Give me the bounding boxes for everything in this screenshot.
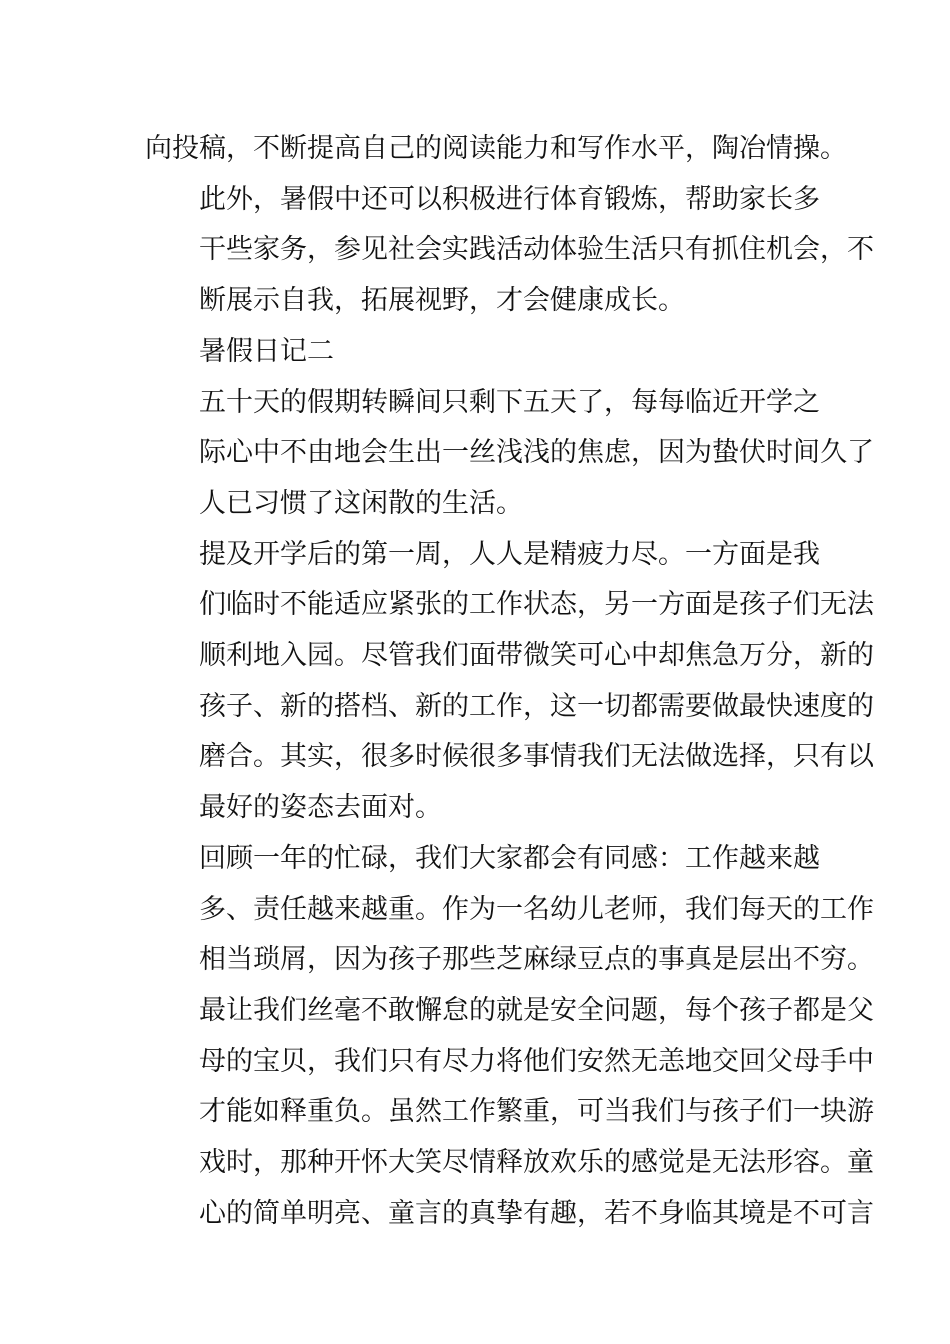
text-line: 向投稿，不断提高自己的阅读能力和写作水平，陶冶情操。 bbox=[145, 133, 847, 164]
text-line: 才能如释重负。虽然工作繁重，可当我们与孩子们一块游 bbox=[199, 1096, 874, 1128]
document-page bbox=[145, 124, 874, 1239]
paragraph-review-year bbox=[145, 834, 874, 1240]
paragraph-summer-activities bbox=[145, 175, 874, 327]
text-line: 最让我们丝毫不敢懈怠的就是安全问题，每个孩子都是父 bbox=[199, 994, 874, 1026]
text-line: 顺利地入园。尽管我们面带微笑可心中却焦急万分，新的 bbox=[199, 640, 874, 672]
paragraph-first-week bbox=[145, 530, 874, 834]
text-line: 此外，暑假中还可以积极进行体育锻炼，帮助家长多 bbox=[199, 183, 820, 215]
text-line: 母的宝贝，我们只有尽力将他们安然无恙地交回父母手中 bbox=[199, 1045, 874, 1077]
text-line: 人已习惯了这闲散的生活。 bbox=[199, 487, 523, 519]
text-line: 多、责任越来越重。作为一名幼儿老师，我们每天的工作 bbox=[199, 893, 874, 925]
text-line: 磨合。其实，很多时候很多事情我们无法做选择，只有以 bbox=[199, 741, 874, 773]
text-line: 最好的姿态去面对。 bbox=[199, 792, 442, 824]
text-line: 戏时，那种开怀大笑尽情释放欢乐的感觉是无法形容。童 bbox=[199, 1147, 874, 1179]
text-line: 断展示自我，拓展视野，才会健康成长。 bbox=[199, 285, 685, 317]
paragraph-continuation bbox=[145, 124, 847, 175]
paragraph-fifty-days bbox=[145, 378, 874, 530]
text-line: 提及开学后的第一周，人人是精疲力尽。一方面是我 bbox=[199, 538, 820, 570]
text-line: 心的简单明亮、童言的真挚有趣，若不身临其境是不可言 bbox=[199, 1197, 874, 1229]
text-line: 五十天的假期转瞬间只剩下五天了，每每临近开学之 bbox=[199, 386, 820, 418]
text-line: 们临时不能适应紧张的工作状态，另一方面是孩子们无法 bbox=[199, 589, 874, 621]
text-line: 相当琐屑，因为孩子那些芝麻绿豆点的事真是层出不穷。 bbox=[199, 944, 874, 976]
text-line: 际心中不由地会生出一丝浅浅的焦虑，因为蛰伏时间久了 bbox=[199, 437, 874, 469]
text-line: 干些家务，参见社会实践活动体验生活只有抓住机会，不 bbox=[199, 234, 874, 266]
section-heading bbox=[145, 327, 810, 378]
text-line: 回顾一年的忙碌，我们大家都会有同感：工作越来越 bbox=[199, 842, 820, 874]
text-line: 孩子、新的搭档、新的工作，这一切都需要做最快速度的 bbox=[199, 690, 874, 722]
heading-text: 暑假日记二 bbox=[199, 335, 334, 367]
